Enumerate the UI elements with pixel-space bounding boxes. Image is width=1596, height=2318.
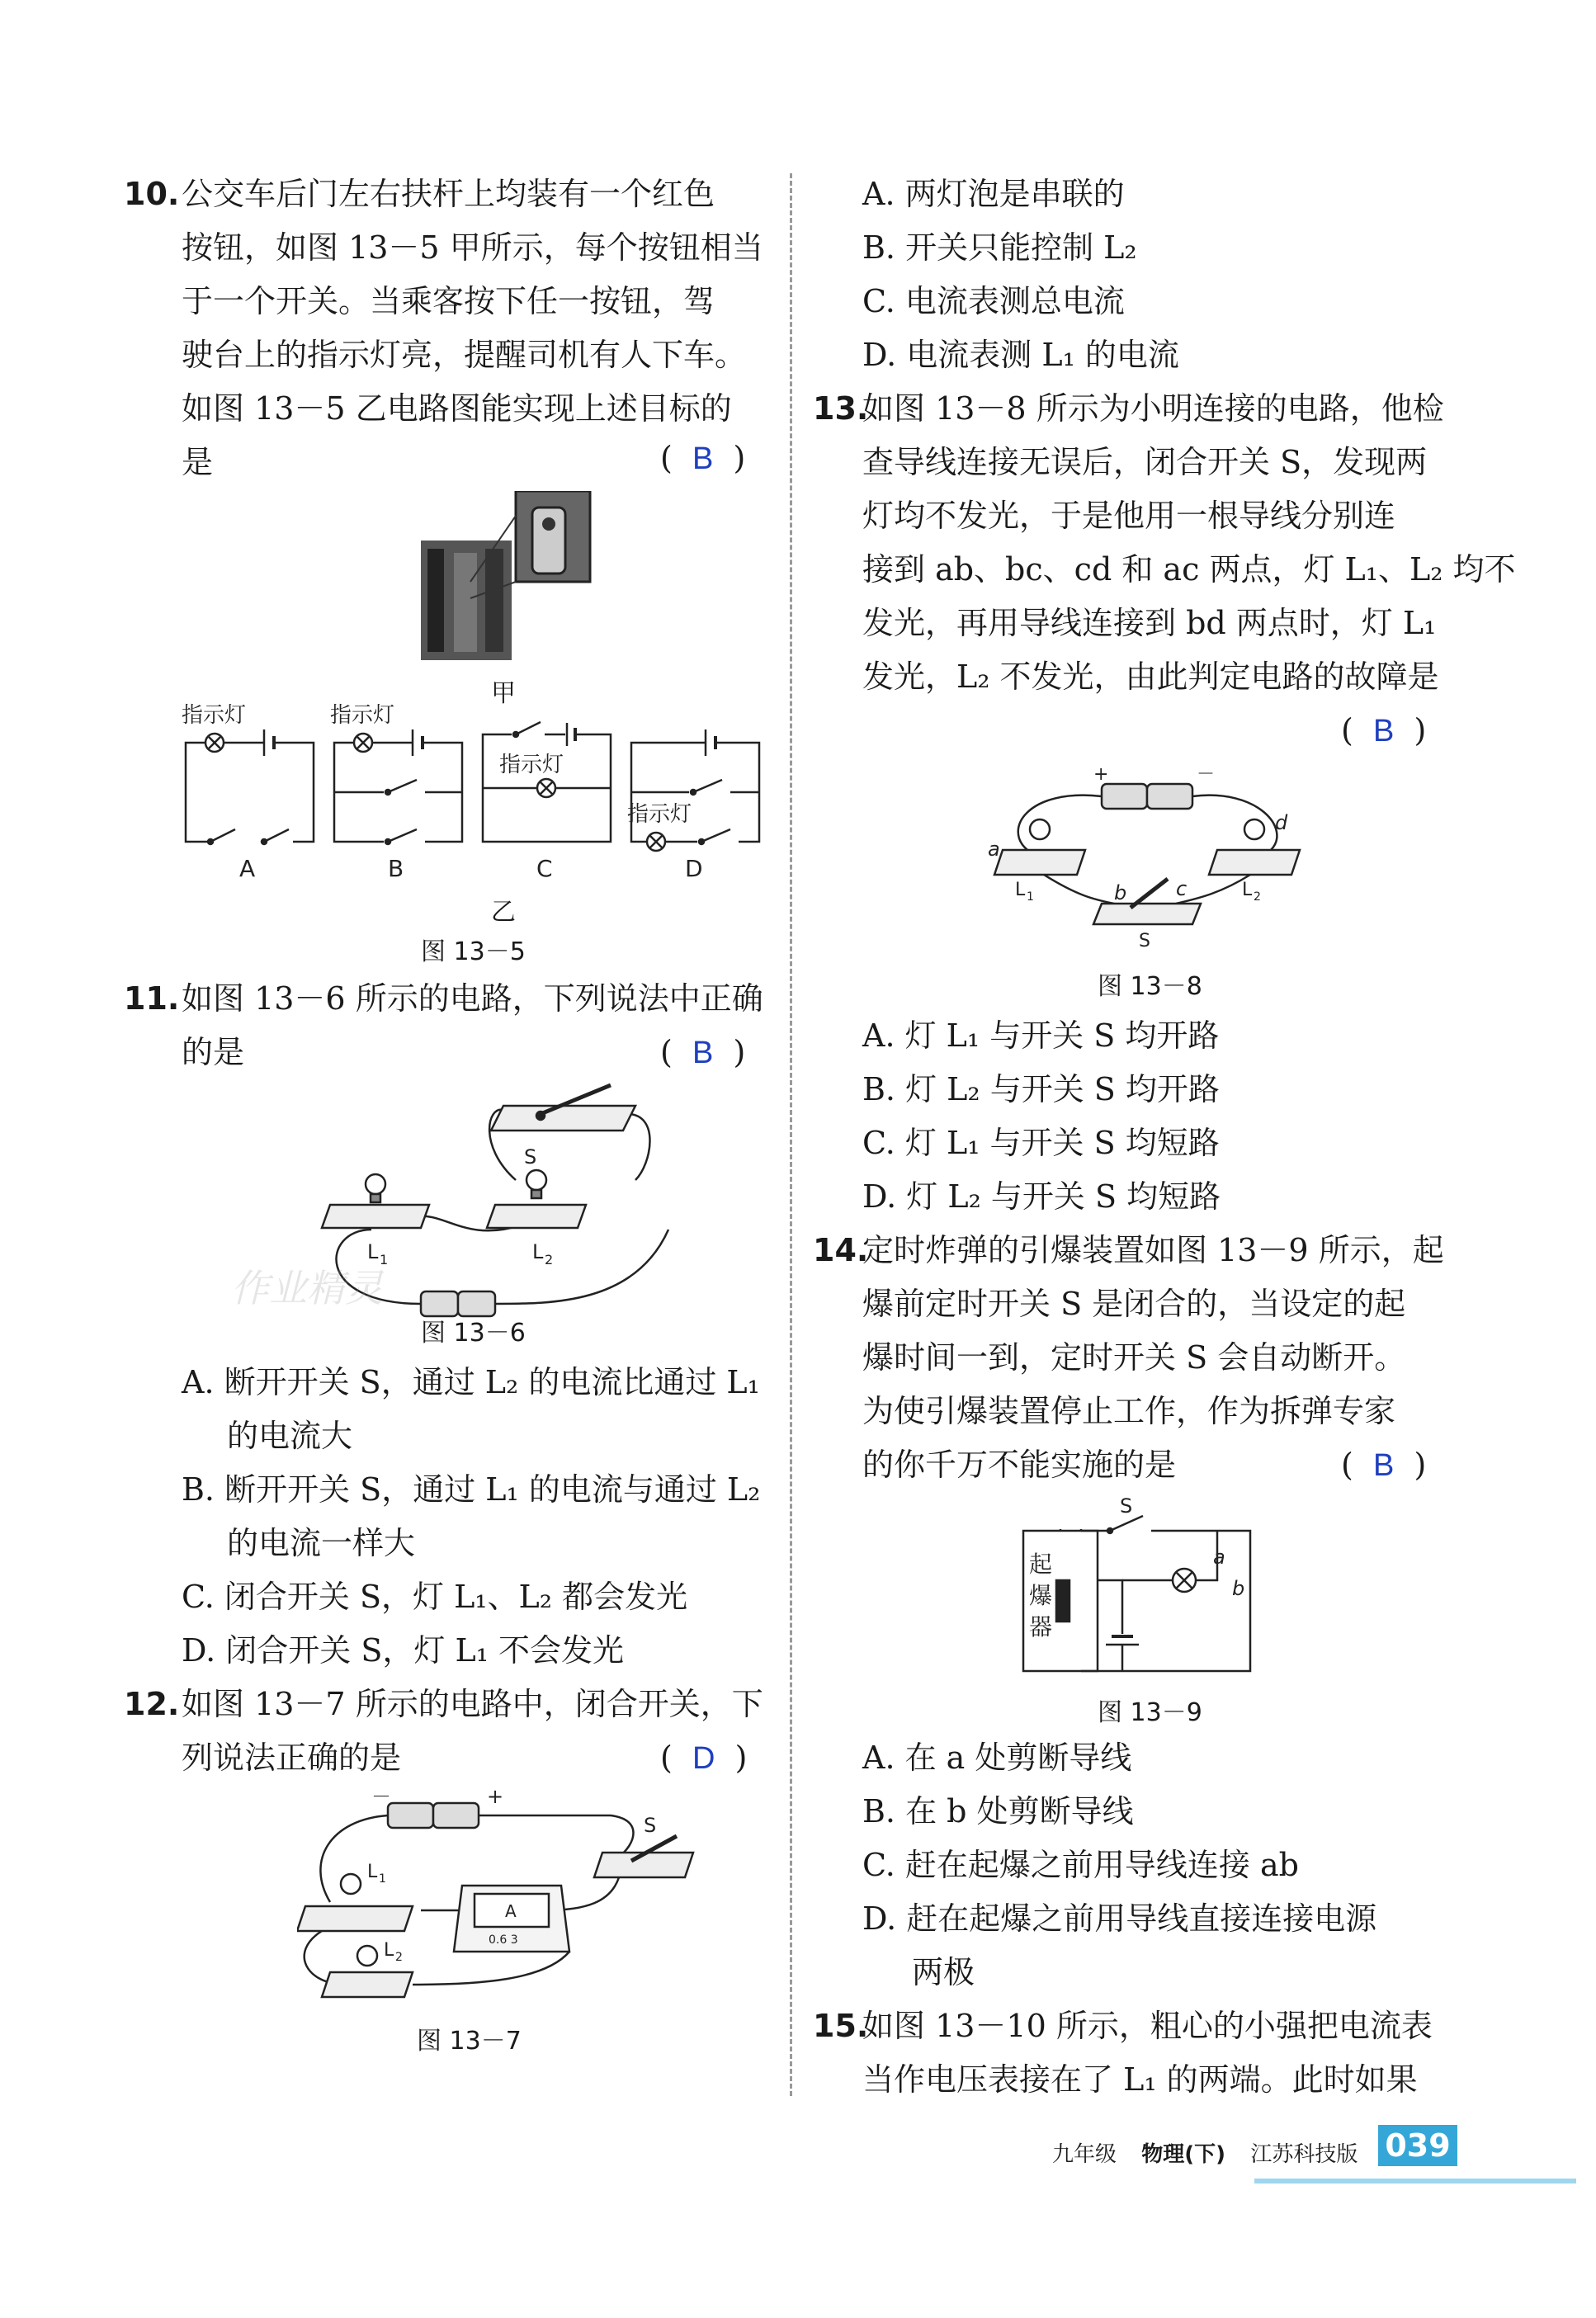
question-text-line: 是: [182, 444, 214, 480]
lamp-2-subscript: 2: [1254, 890, 1261, 904]
circuit-figure-13-9: [1019, 1498, 1267, 1688]
lamp-1-subscript: 1: [380, 1252, 389, 1268]
question-text-line: 驶台上的指示灯亮，提醒司机有人下车。: [182, 337, 747, 373]
option-b: B. 灯 L₂ 与开关 S 均开路: [862, 1071, 1220, 1107]
question-text-line: 当作电压表接在了 L₁ 的两端。此时如果: [862, 2061, 1418, 2098]
detonator-label-1: 起: [1029, 1551, 1053, 1578]
lamp-2-subscript: 2: [395, 1951, 403, 1964]
lamp-label-b: 指示灯: [330, 703, 395, 728]
ammeter-scale: 0.6 3: [489, 1933, 518, 1947]
point-b-label: b: [1114, 881, 1127, 904]
battery-minus: －: [1197, 764, 1216, 785]
footer-grade: 九年级: [1052, 2142, 1117, 2167]
question-text-line: 接到 ab、bc、cd 和 ac 两点，灯 L₁、L₂ 均不: [862, 551, 1516, 588]
switch-label: S: [1120, 1498, 1133, 1518]
figure-caption: 图 13－6: [421, 1319, 526, 1348]
point-a-label: a: [988, 838, 1000, 861]
battery-minus: －: [371, 1787, 391, 1808]
circuit-option-a: [186, 729, 314, 852]
option-d: D. 闭合开关 S，灯 L₁ 不会发光: [182, 1632, 625, 1669]
option-b: B. 在 b 处剪断导线: [862, 1793, 1134, 1829]
option-b: B. 断开开关 S，通过 L₁ 的电流与通过 L₂: [182, 1471, 761, 1508]
question-text-line: 公交车后门左右扶杆上均装有一个红色: [182, 176, 715, 212]
question-number: 15.: [813, 2008, 869, 2044]
page-number-bar: [1254, 2179, 1576, 2183]
lamp-label-a: 指示灯: [182, 703, 247, 728]
question-number: 11.: [124, 980, 180, 1017]
page-footer: [1052, 2137, 1376, 2168]
option-c: C. 闭合开关 S，灯 L₁、L₂ 都会发光: [182, 1579, 688, 1615]
figure-caption: 图 13－5: [421, 937, 526, 966]
question-text-line: 于一个开关。当乘客按下任一按钮，驾: [182, 283, 715, 319]
option-c: C. 电流表测总电流: [862, 283, 1125, 319]
switch-label: S: [644, 1814, 657, 1837]
battery-plus: +: [487, 1787, 504, 1808]
figure-caption: 图 13－7: [417, 2027, 522, 2056]
footer-subject: 物理(下): [1141, 2142, 1226, 2167]
answer-letter: B: [692, 1036, 714, 1070]
option-a-cont: 的电流大: [227, 1418, 353, 1454]
watermark: 作业精灵: [231, 1266, 383, 1310]
option-label-d: D: [685, 855, 703, 882]
answer-bracket: ( B ): [660, 1034, 746, 1070]
lamp-label-c: 指示灯: [499, 753, 564, 777]
figure-caption: 图 13－8: [1098, 972, 1202, 1001]
point-c-label: c: [1176, 877, 1188, 900]
answer-bracket: ( B ): [1341, 712, 1427, 748]
question-number: 10.: [124, 176, 180, 212]
point-b-label: b: [1232, 1577, 1245, 1600]
question-text-line: 定时炸弹的引爆装置如图 13－9 所示，起: [862, 1232, 1444, 1268]
option-c: C. 赶在起爆之前用导线连接 ab: [862, 1847, 1299, 1883]
question-text-line: 查导线连接无误后，闭合开关 S，发现两: [862, 444, 1428, 480]
question-text-line: 列说法正确的是: [182, 1740, 402, 1776]
lamp-2-subscript: 2: [545, 1252, 554, 1268]
lamp-1-subscript: 1: [379, 1872, 386, 1886]
circuit-figure-13-7: [297, 1787, 776, 2009]
option-label-c: C: [536, 855, 553, 882]
answer-letter: B: [692, 441, 714, 476]
question-text-line: 发光，L₂ 不发光，由此判定电路的故障是: [862, 659, 1439, 695]
question-text-line: 如图 13－7 所示的电路中，闭合开关，下: [182, 1686, 763, 1722]
option-d: D. 赶在起爆之前用导线直接连接电源: [862, 1900, 1377, 1937]
question-text-line: 为使引爆装置停止工作，作为拆弹专家: [862, 1393, 1396, 1429]
answer-bracket: ( D ): [660, 1740, 748, 1776]
battery-plus: +: [1093, 764, 1109, 785]
option-label-a: A: [239, 855, 256, 882]
lamp-2-label: L: [532, 1240, 544, 1263]
figure-caption: 图 13－9: [1098, 1698, 1202, 1727]
option-a: A. 两灯泡是串联的: [862, 176, 1125, 212]
option-a: A. 断开开关 S，通过 L₂ 的电流比通过 L₁: [182, 1364, 760, 1400]
option-d-cont: 两极: [912, 1954, 975, 1990]
answer-letter: B: [1372, 714, 1395, 748]
option-d: D. 电流表测 L₁ 的电流: [862, 337, 1179, 373]
question-text-line: 爆前定时开关 S 是闭合的，当设定的起: [862, 1286, 1406, 1322]
circuit-options-diagram: [177, 693, 772, 891]
lamp-1-label: L: [367, 1862, 378, 1882]
bus-door-photo: [421, 491, 594, 664]
question-number: 12.: [124, 1686, 180, 1722]
page-number: 039: [1378, 2125, 1457, 2166]
lamp-2-label: L: [1242, 880, 1253, 900]
lamp-1-label: L: [367, 1240, 379, 1263]
option-d: D. 灯 L₂ 与开关 S 均短路: [862, 1178, 1221, 1215]
detonator-label-2: 爆: [1029, 1582, 1053, 1609]
switch-label: S: [1139, 931, 1150, 951]
question-text-line: 的你千万不能实施的是: [862, 1447, 1177, 1483]
option-a: A. 在 a 处剪断导线: [862, 1740, 1132, 1776]
question-text-line: 如图 13－10 所示，粗心的小强把电流表: [862, 2008, 1433, 2044]
answer-bracket: ( B ): [660, 440, 746, 476]
option-a: A. 灯 L₁ 与开关 S 均开路: [862, 1017, 1220, 1054]
answer-bracket: ( B ): [1341, 1447, 1427, 1483]
point-d-label: d: [1275, 811, 1288, 834]
column-divider: [790, 173, 792, 2096]
question-text-line: 爆时间一到，定时开关 S 会自动断开。: [862, 1339, 1406, 1376]
detonator-label-3: 器: [1029, 1613, 1053, 1641]
question-text-line: 发光，再用导线连接到 bd 两点时，灯 L₁: [862, 605, 1437, 641]
footer-edition: 江苏科技版: [1250, 2142, 1358, 2167]
option-b-cont: 的电流一样大: [227, 1525, 416, 1561]
lamp-1-label: L: [1015, 880, 1026, 900]
switch-label: S: [524, 1145, 537, 1168]
option-label-b: B: [388, 855, 404, 882]
lamp-2-label: L: [384, 1940, 394, 1961]
option-c: C. 灯 L₁ 与开关 S 均短路: [862, 1125, 1220, 1161]
question-text-line: 如图 13－8 所示为小明连接的电路，他检: [862, 390, 1444, 427]
circuit-figure-13-8: [978, 755, 1324, 953]
question-number: 13.: [813, 390, 869, 427]
answer-letter: B: [1372, 1448, 1395, 1483]
question-text-line: 如图 13－5 乙电路图能实现上述目标的: [182, 390, 732, 427]
answer-letter: D: [692, 1741, 715, 1776]
circuit-option-c: [483, 722, 611, 842]
option-b: B. 开关只能控制 L₂: [862, 229, 1137, 266]
lamp-label-d: 指示灯: [627, 802, 692, 827]
figure-sublabel: 乙: [491, 898, 516, 927]
question-text-line: 按钮，如图 13－5 甲所示，每个按钮相当: [182, 229, 763, 266]
question-text-line: 如图 13－6 所示的电路，下列说法中正确: [182, 980, 763, 1017]
question-number: 14.: [813, 1232, 869, 1268]
question-text-line: 的是: [182, 1034, 245, 1070]
circuit-option-b: [334, 729, 462, 852]
figure-sublabel: 甲: [491, 679, 516, 708]
point-a-label: a: [1213, 1546, 1225, 1569]
ammeter-symbol: A: [505, 1901, 517, 1921]
circuit-option-d: [631, 729, 759, 852]
question-text-line: 灯均不发光，于是他用一根导线分别连: [862, 498, 1396, 534]
lamp-1-subscript: 1: [1027, 890, 1034, 904]
